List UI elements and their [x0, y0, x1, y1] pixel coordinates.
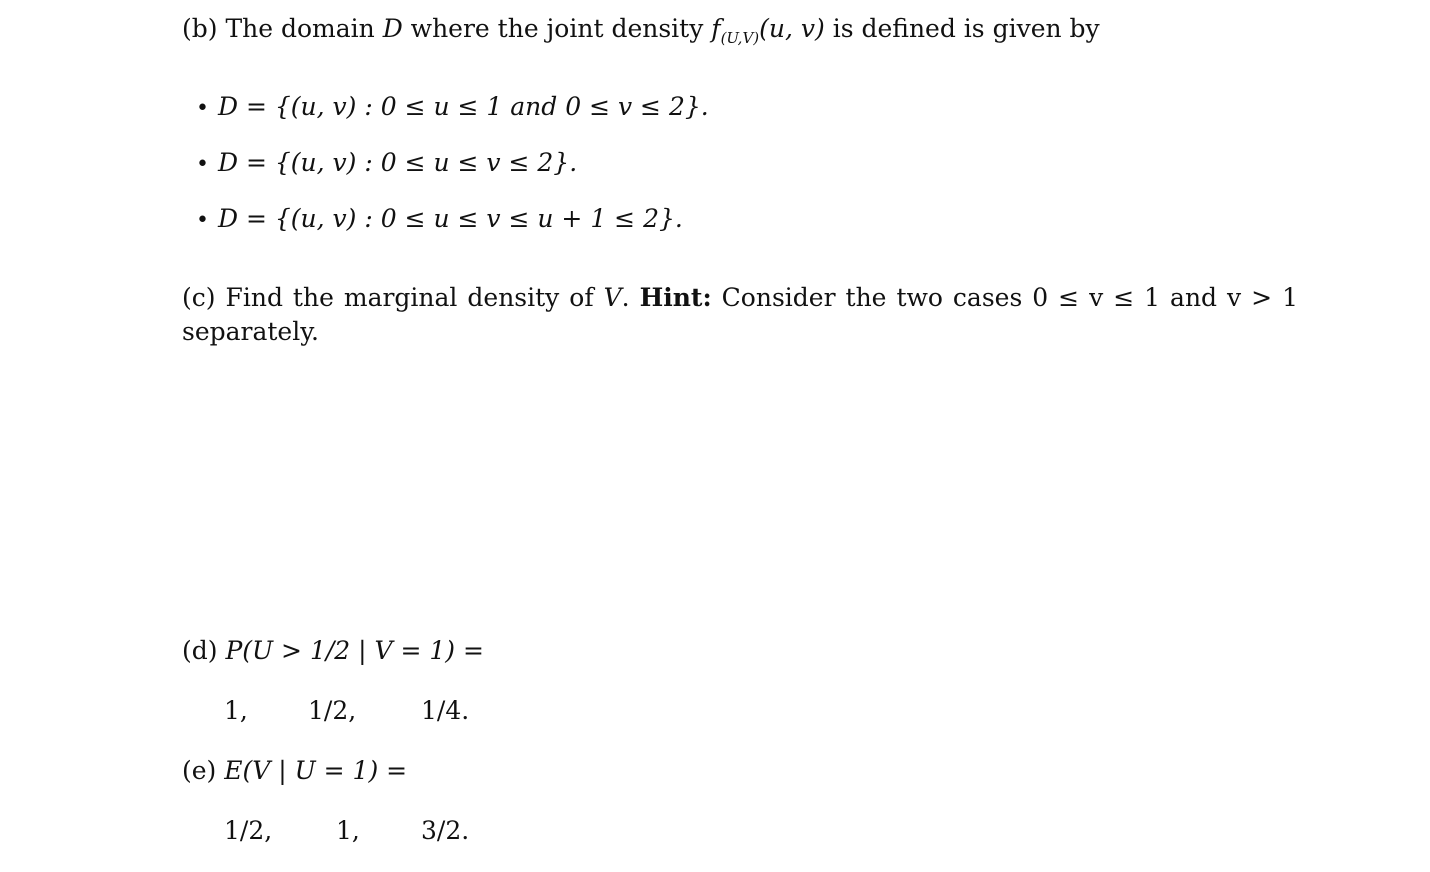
part-b-lead: (b) The domain	[182, 14, 383, 43]
part-e-expr: E(V | U = 1) =	[224, 756, 408, 785]
part-d-label: (d)	[182, 636, 226, 665]
part-b-heading	[182, 14, 1100, 53]
bullet-icon: •	[196, 208, 209, 233]
part-d-choice-3: 1/4.	[421, 696, 470, 725]
part-b-tail: is defined is given by	[824, 14, 1100, 43]
density-args: (u, v)	[759, 14, 825, 43]
part-e-question	[182, 756, 407, 786]
part-b-mid: where the joint density	[402, 14, 712, 43]
option-b3-text: D = {(u, v) : 0 ≤ u ≤ v ≤ u + 1 ≤ 2}.	[218, 204, 683, 233]
part-d-expr: P(U > 1/2 | V = 1) =	[225, 636, 484, 665]
part-e-choice-2: 1,	[336, 816, 360, 845]
part-c-var: V	[603, 283, 622, 312]
option-b1-text: D = {(u, v) : 0 ≤ u ≤ 1 and 0 ≤ v ≤ 2}.	[218, 92, 709, 121]
part-e-choice-3: 3/2.	[421, 816, 470, 845]
domain-symbol: D	[382, 14, 403, 43]
hint-text: Consider the two cases 0 ≤ v ≤ 1 and v > 1	[711, 283, 1299, 312]
part-d-question	[182, 636, 484, 666]
hint-label: Hint:	[639, 283, 712, 312]
density-subscript: (U,V)	[720, 29, 760, 47]
part-d-choice-2: 1/2,	[308, 696, 357, 725]
density-symbol: f	[711, 14, 721, 43]
part-d-choice-1: 1,	[224, 696, 248, 725]
option-b3	[196, 204, 683, 236]
part-c-line1	[182, 283, 1298, 313]
option-b2	[196, 148, 577, 180]
part-e-label: (e)	[182, 756, 225, 785]
option-b1	[196, 92, 709, 124]
bullet-icon: •	[196, 152, 209, 177]
part-c-dot: .	[621, 283, 630, 312]
part-c-label: (c) Find the marginal density of	[182, 283, 604, 312]
part-e-choice-1: 1/2,	[224, 816, 273, 845]
bullet-icon: •	[196, 96, 209, 121]
option-b2-text: D = {(u, v) : 0 ≤ u ≤ v ≤ 2}.	[218, 148, 578, 177]
part-c-line2: separately.	[182, 317, 319, 346]
